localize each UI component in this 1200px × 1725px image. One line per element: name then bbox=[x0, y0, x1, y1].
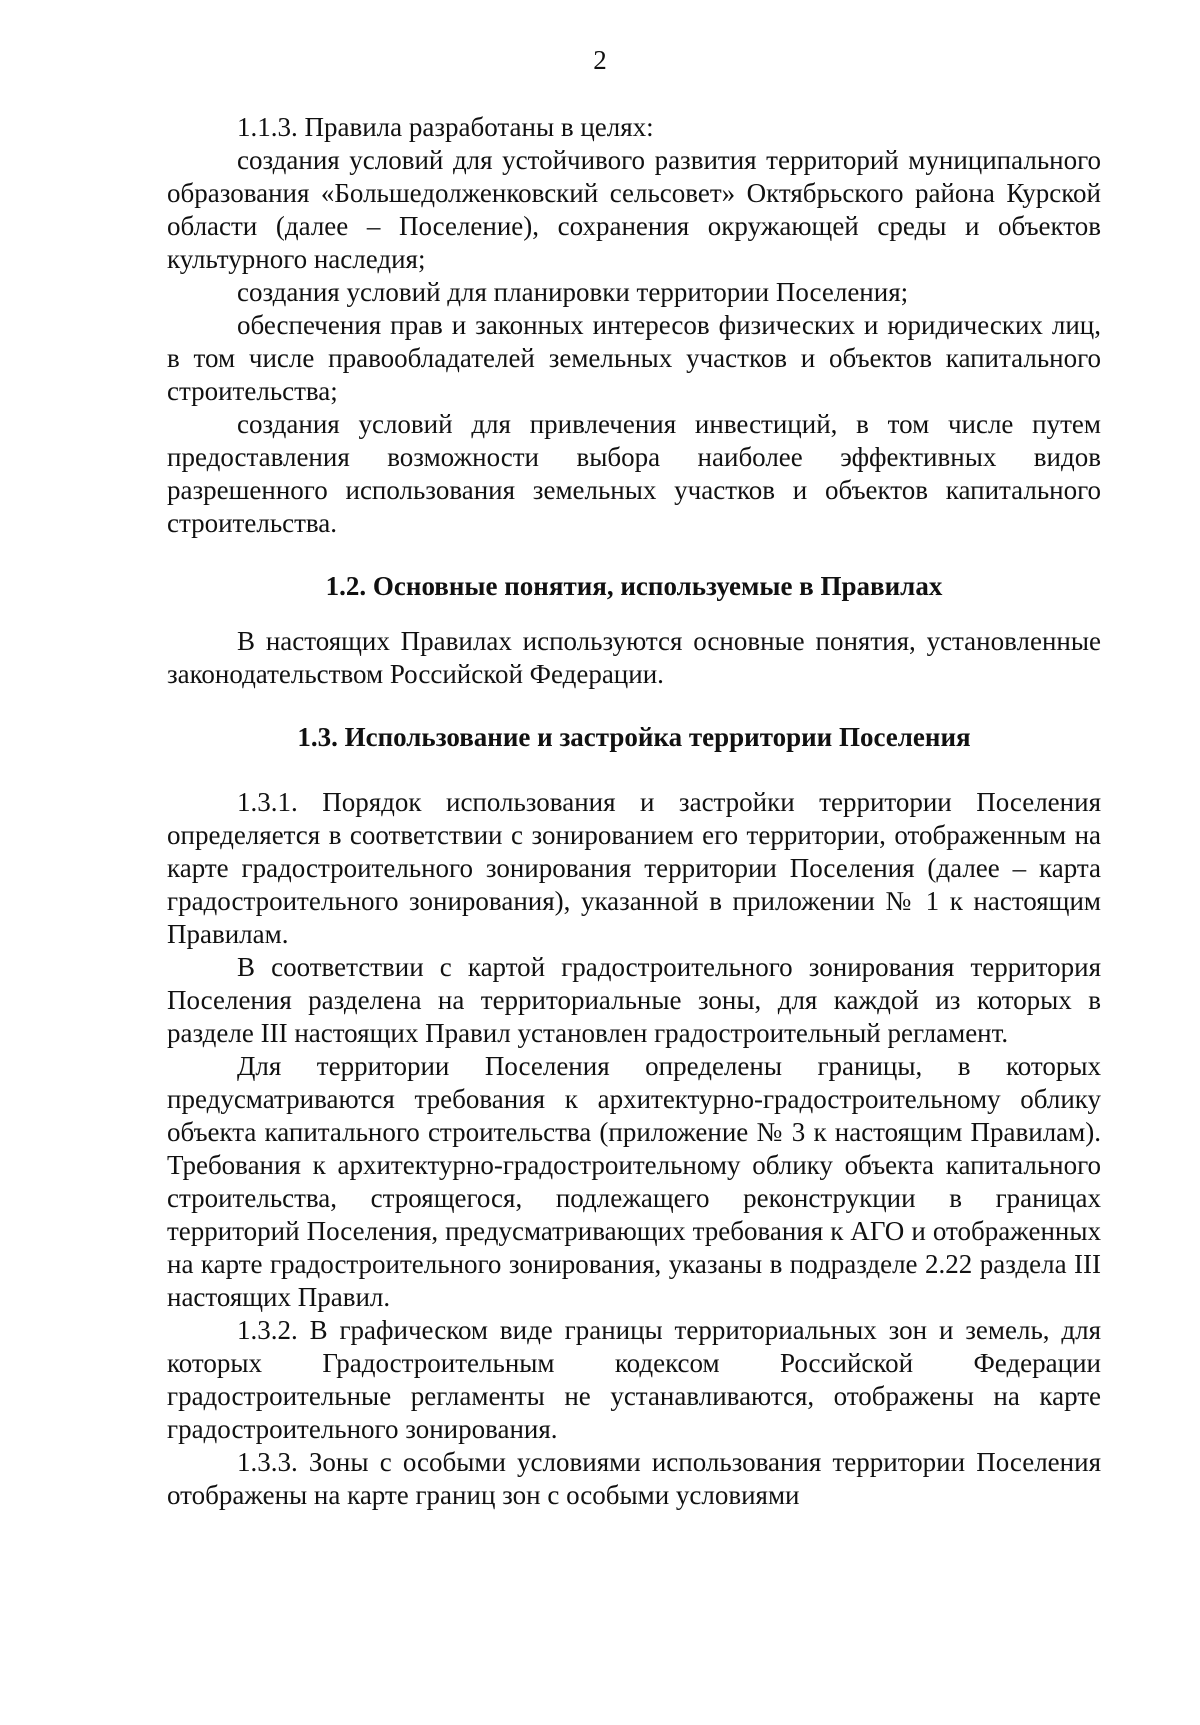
paragraph-goal-2: создания условий для планировки территории Поселения; bbox=[237, 277, 909, 307]
paragraph-1-2: В настоящих Правилах используются основные понятия, установленные законодательством Российской Федерации. bbox=[167, 626, 1101, 689]
spacer bbox=[167, 754, 1101, 786]
paragraph-zoning: В соответствии с картой градостроительного зонирования территория Поселения разделена на территориальные зоны, для каждой из которых в разделе III настоящих Правил установлен градостроительный регламент. bbox=[167, 952, 1101, 1048]
heading-1-2: 1.2. Основные понятия, используемые в Правилах bbox=[325, 571, 943, 601]
paragraph-1-1-3-intro: 1.1.3. Правила разработаны в целях: bbox=[237, 112, 654, 142]
spacer bbox=[167, 603, 1101, 625]
paragraph-ago-requirements: Для территории Поселения определены границы, в которых предусматриваются требования к архитектурно-градостроительному облику объекта капитального строительства (приложение № 3 к настоящим Правилам). Требования к архитектурно-градостроительному облику объекта капитального строительства, строящегося, подлежащего реконструкции в границах территорий Поселения, предусматривающих требования к АГО и отображенных на карте градостроительного зонирования, указаны в подразделе 2.22 раздела III настоящих Правил. bbox=[167, 1051, 1101, 1312]
paragraph-goal-4: создания условий для привлечения инвестиций, в том числе путем предоставления возможности выбора наиболее эффективных видов разрешенного использования земельных участков и объектов капитального строительства. bbox=[167, 409, 1101, 538]
paragraph-1-3-3: 1.3.3. Зоны с особыми условиями использования территории Поселения отображены на карте границ зон с особыми условиями bbox=[167, 1447, 1101, 1510]
paragraph-goal-1: создания условий для устойчивого развития территорий муниципального образования «Большедолженковский сельсовет» Октябрьского района Курской области (далее – Поселение), сохранения окружающей среды и объектов культурного наследия; bbox=[167, 145, 1101, 274]
page-number: 2 bbox=[593, 45, 607, 75]
paragraph-1-3-2: 1.3.2. В графическом виде границы территориальных зон и земель, для которых Градостроительным кодексом Российской Федерации градостроительные регламенты не устанавливаются, отображены на карте градостроительного зонирования. bbox=[167, 1315, 1101, 1444]
spacer bbox=[167, 691, 1101, 721]
paragraph-goal-3: обеспечения прав и законных интересов физических и юридических лиц, в том числе правообладателей земельных участков и объектов капитального строительства; bbox=[167, 310, 1101, 406]
document-body bbox=[167, 111, 1101, 1512]
spacer bbox=[167, 540, 1101, 570]
heading-1-3: 1.3. Использование и застройка территории Поселения bbox=[297, 722, 971, 752]
paragraph-1-3-1: 1.3.1. Порядок использования и застройки территории Поселения определяется в соответствии с зонированием его территории, отображенным на карте градостроительного зонирования территории Поселения (далее – карта градостроительного зонирования), указанной в приложении № 1 к настоящим Правилам. bbox=[167, 787, 1101, 949]
